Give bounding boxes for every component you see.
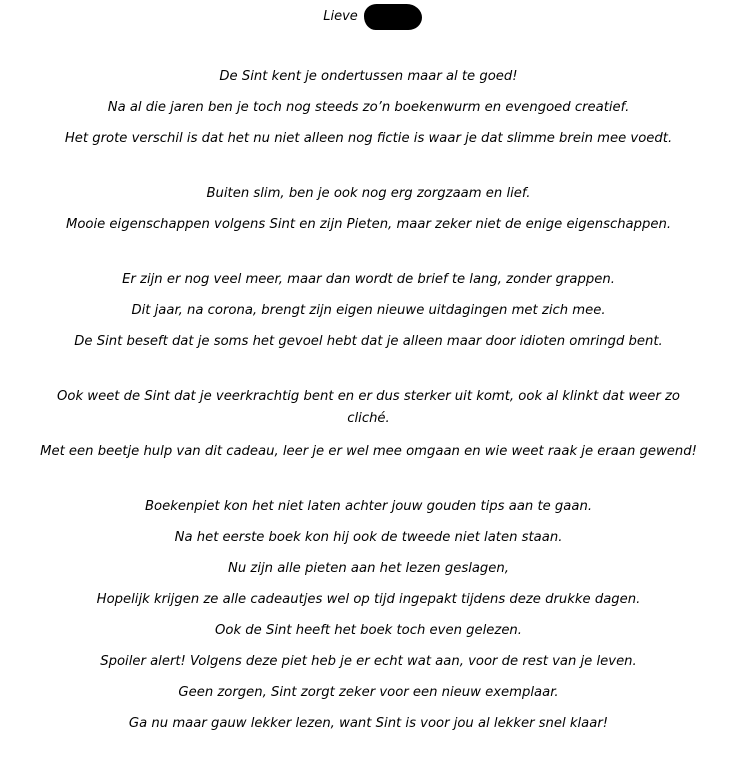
letter-line: Ook weet de Sint dat je veerkrachtig bent en er dus sterker uit komt, ook al klinkt dat weer zo cliché. (57, 389, 680, 426)
letter-line: Na al die jaren ben je toch nog steeds zo’n boekenwurm en evengoed creatief. (107, 100, 630, 115)
letter-line: Spoiler alert! Volgens deze piet heb je er echt wat aan, voor de rest van je leven. (100, 654, 637, 669)
letter-line: Het grote verschil is dat het nu niet alleen nog fictie is waar je dat slimme brein mee voedt. (64, 131, 673, 146)
letter-line: Hopelijk krijgen ze alle cadeautjes wel op tijd ingepakt tijdens deze drukke dagen. (96, 592, 641, 607)
letter-line: Ga nu maar gauw lekker lezen, want Sint is voor jou al lekker snel klaar! (128, 716, 609, 731)
letter-line: Geen zorgen, Sint zorgt zeker voor een nieuw exemplaar. (178, 685, 559, 700)
letter-line: Nu zijn alle pieten aan het lezen geslagen, (228, 561, 509, 576)
letter-line: Met een beetje hulp van dit cadeau, leer je er wel mee omgaan en wie weet raak je eraan gewend! (40, 444, 697, 459)
letter-line: Ook de Sint heeft het boek toch even gelezen. (215, 623, 522, 638)
salutation: Lieve (323, 9, 358, 24)
letter-line: Buiten slim, ben je ook nog erg zorgzaam en lief. (206, 186, 531, 201)
letter-line: Er zijn er nog veel meer, maar dan wordt de brief te lang, zonder grappen. (122, 272, 615, 287)
letter-line: De Sint beseft dat je soms het gevoel hebt dat je alleen maar door idioten omringd bent. (74, 334, 663, 349)
letter-line: Boekenpiet kon het niet laten achter jouw gouden tips aan te gaan. (144, 499, 593, 514)
letter-line: De Sint kent je ondertussen maar al te goed! (219, 69, 518, 84)
letter-line: Mooie eigenschappen volgens Sint en zijn Pieten, maar zeker niet de enige eigenschappen. (65, 217, 672, 232)
letter-body (40, 66, 697, 744)
letter-line: Dit jaar, na corona, brengt zijn eigen nieuwe uitdagingen met zich mee. (131, 303, 606, 318)
letter-line: Na het eerste boek kon hij ook de tweede niet laten staan. (174, 530, 563, 545)
redacted-name (364, 4, 422, 30)
